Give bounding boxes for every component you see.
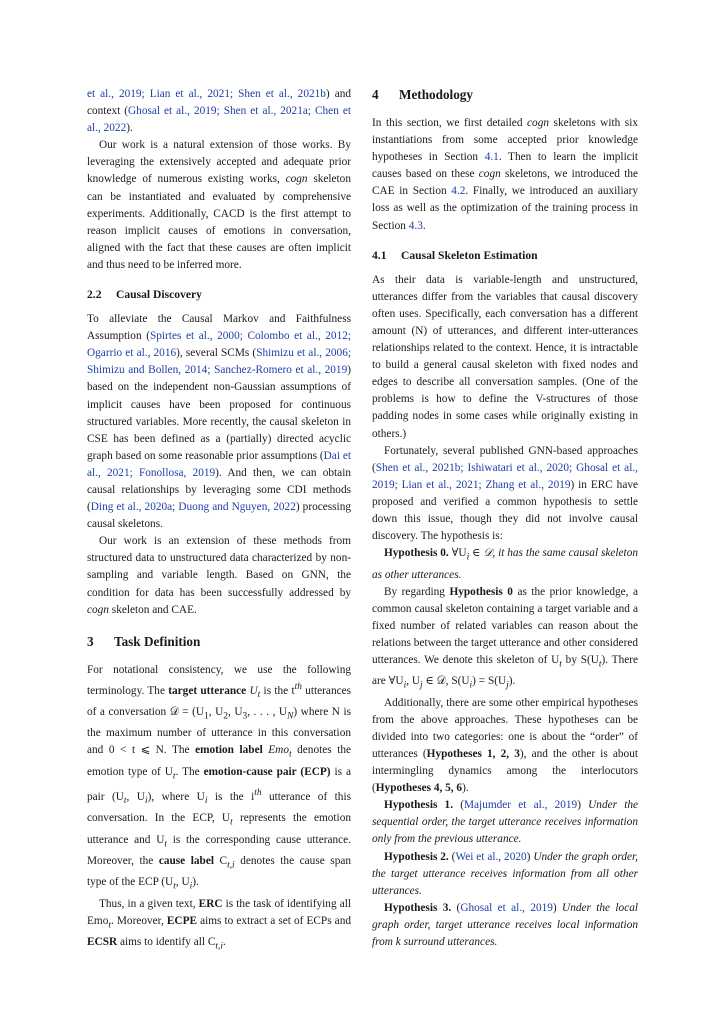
citation-link[interactable]: Majumder et al., 2019	[464, 799, 578, 812]
hypothesis-1: Hypothesis 1. (Majumder et al., 2019) Under the sequential order, the target utterance receives information only from the previous utterance.	[372, 799, 639, 846]
hypothesis-0: Hypothesis 0. $\forall U_i$ ∈ 𝒟, it has the same causal skeleton as other utterances.	[372, 547, 638, 581]
section-heading-3: 3 Task Definition	[87, 633, 201, 649]
paragraph: Thus, in a given text, ERC is the task of identifying all Emo$_t$. Moreover, ECPE aims to extract a set of ECPs and ECSR aims to identify all $C_{t,i}$.	[87, 897, 351, 952]
citation-link[interactable]: Dai et al., 2021; Fonollosa, 2019	[87, 449, 351, 479]
paragraph: For notational consistency, we use the following terminology. The target utterance $U_t$ is the $t^{th}$ utterances of a conversation 𝒟 = ($U_1$, $U_2$, $U_3$, . . . , $U_N$) where N is the maximum number of utterance in this conversation and 0 < t ⩽ N. The emotion label Emo$_t$ denotes the emotion type of $U_t$. The emotion-cause pair (ECP) is a pair ($U_t$, $U_i$), where $U_i$ is the $i^{th}$ utterance of this conversation. In the ECP, $U_t$ represents the emotion utterance and $U_t$ is the corresponding cause utterance. Moreover, the cause label $C_{t,i}$ denotes the cause span type of the ECP ($U_t$, $U_i$).	[87, 663, 352, 892]
left-column	[87, 86, 351, 955]
hypothesis-2: Hypothesis 2. (Wei et al., 2020) Under the graph order, the target utterance receives information from all other utterances.	[372, 850, 638, 897]
paragraph: In this section, we first detailed cogn skeletons with six instantiations from some accepted prior knowledge hypotheses in Section 4.1. Then to learn the implicit causes based on these cogn skeletons, we introduced the CAE in Section 4.2. Finally, we introduced an auxiliary loss as well as the optimization of the training process in Section 4.3.	[372, 117, 639, 232]
paragraph: As their data is variable-length and unstructured, utterances differ from the variables that causal discovery often uses. Specifically, each conversation has a different amount (N) of utterances, and different inter-utterances relationships related to the context. Hence, it is intractable to build a general causal skeleton with fixed nodes and edges to describe all conversation samples. (One of the problems is how to define the V-structures of those padding nodes in some cases while originally existing in others.)	[372, 273, 638, 440]
section-link[interactable]: 4.3	[408, 219, 423, 232]
citation-link[interactable]: Ghosal et al., 2019	[460, 901, 553, 914]
paragraph: To alleviate the Causal Markov and Faithfulness Assumption (Spirtes et al., 2000; Colombo et al., 2012; Ogarrio et al., 2016), several SCMs (Shimizu et al., 2006; Shimizu and Bollen, 2014; Sanchez-Romero et al., 2019) based on the independent non-Gaussian assumptions of implicit causes have been proposed for continuous structured variables. More recently, the causal skeleton in CSE has been defined as a (partially) directed acyclic graph based on some reasonable prior assumptions (Dai et al., 2021; Fonollosa, 2019). And then, we can obtain causal relationships by leveraging some CDI methods (Ding et al., 2020a; Duong and Nguyen, 2022) processing causal skeletons.	[87, 313, 352, 531]
section-heading-4: 4 Methodology	[372, 87, 473, 102]
citation-link[interactable]: Shen et al., 2021b; Ishiwatari et al., 2020; Ghosal et al., 2019; Lian et al., 2021; Zhang et al., 2019	[372, 461, 638, 491]
paragraph: Fortunately, several published GNN-based approaches (Shen et al., 2021b; Ishiwatari et al., 2020; Ghosal et al., 2019; Lian et al., 2021; Zhang et al., 2019) in ERC have proposed and verified a common hypothesis to settle down this issue, though they did not involve causal discovery. The hypothesis is:	[372, 444, 638, 543]
paragraph: Additionally, there are some other empirical hypotheses from the above approaches. These hypotheses can be divided into two categories: one is about the “order” of utterances (Hypotheses 1, 2, 3), and the other is about intermingling dynamics among the interlocutors (Hypotheses 4, 5, 6).	[372, 696, 638, 795]
citation-link[interactable]: Spirtes et al., 2000; Colombo et al., 2012; Ogarrio et al., 2016	[87, 330, 352, 360]
section-heading-4-1: 4.1 Causal Skeleton Estimation	[372, 248, 538, 262]
section-link[interactable]: 4.2	[451, 185, 466, 198]
section-heading-2-2: 2.2 Causal Discovery	[87, 288, 202, 302]
paragraph: et al., 2019; Lian et al., 2021; Shen et al., 2021b) and context (Ghosal et al., 2019; Shen et al., 2021a; Chen et al., 2022).	[87, 88, 351, 135]
paragraph: Our work is an extension of these methods from structured data to unstructured data characterized by non-sampling and variable length. Based on GNN, the condition for data has been successfully addressed by cogn skeleton and CAE.	[87, 535, 351, 616]
citation-link[interactable]: Ghosal et al., 2019; Shen et al., 2021a; Chen et al., 2022	[87, 105, 351, 135]
citation-link[interactable]: Wei et al., 2020	[455, 850, 527, 863]
citation-link[interactable]: Ding et al., 2020a; Duong and Nguyen, 2022	[90, 501, 296, 514]
paragraph: Our work is a natural extension of those works. By leveraging the extensively accepted and adequate prior knowledge of numerous existing works, cogn skeleton can be instantiated and evaluated by comprehensive experiments. Additionally, CACD is the first attempt to reason implicit causes of emotions in conversation, aligned with the fact that these causes are often implicit and thus need to be inferred more.	[87, 139, 351, 271]
citation-link[interactable]: et al., 2019; Lian et al., 2021; Shen et al., 2021b	[87, 88, 326, 100]
paragraph: By regarding Hypothesis 0 as the prior knowledge, a common causal skeleton containing a target variable and a fixed number of related variables can reason about the relations between the target utterance and other considered utterances. We denote this skeleton of $U_t$ by $S(U_t)$. There are $\forall U_i$, $U_j$ ∈ 𝒟, $S(U_i) = S(U_j)$.	[372, 585, 639, 691]
citation-link[interactable]: Shimizu et al., 2006; Shimizu and Bollen, 2014; Sanchez-Romero et al., 2019	[87, 347, 351, 377]
hypothesis-3: Hypothesis 3. (Ghosal et al., 2019) Under the local graph order, target utterance receives local information from k surround utterances.	[372, 901, 638, 948]
right-column	[372, 86, 638, 951]
section-link[interactable]: 4.1	[484, 151, 499, 164]
